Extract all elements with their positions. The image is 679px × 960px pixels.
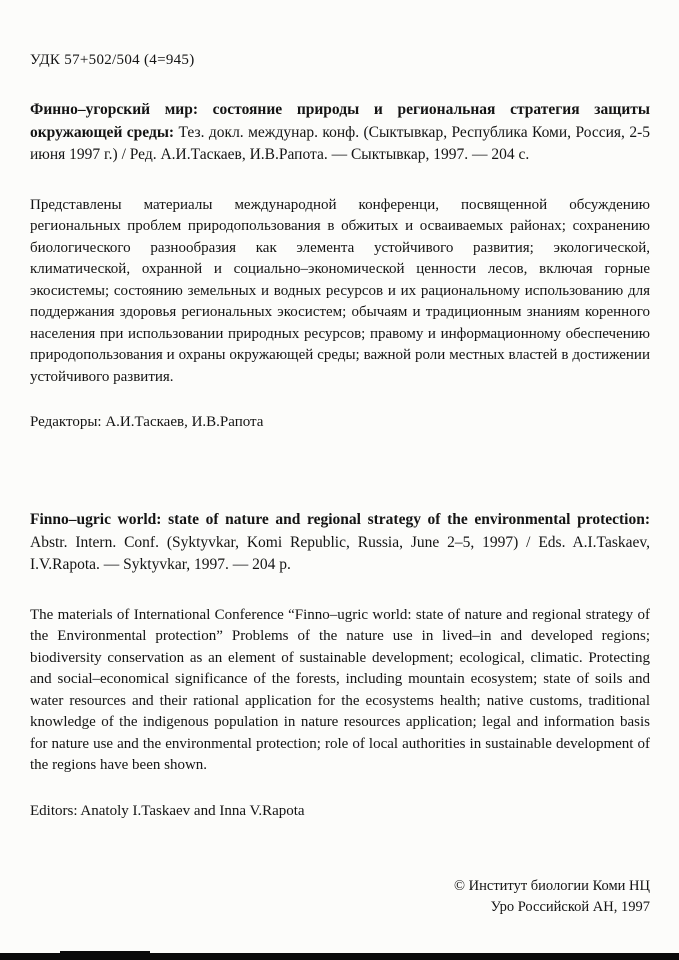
editors-line-russian: Редакторы: А.И.Таскаев, И.В.Рапота	[30, 414, 264, 430]
copyright-block	[454, 876, 650, 918]
abstract-russian: Представлены материалы международной конференци, посвященной обсуждению региональных проблем природопользования в обжитых и осваиваемых районах; сохранению биологического разнообразия как элемента устойчивого развития; экологической, климатической, охранной и социально–экономической ценности лесов, включая горные экосистемы; состоянию земельных и водных ресурсов и их рациональному использованию для поддержания здоровья региональных экосистем; обычаям и традиционным знаниям коренного населения при использовании природных ресурсов; правому и информационному обеспечению природопользования и охраны окружающей среды; важной роли местных властей в достижении устойчивого развития.	[30, 196, 650, 385]
copyright-line-2: Уро Российской АН, 1997	[490, 899, 650, 915]
imprint-english: Abstr. Intern. Conf. (Syktyvkar, Komi Republic, Russia, June 2–5, 1997) / Eds. A.I.Taskaev, I.V.Rapota. — Syktyvkar, 1997. — 204 p.	[30, 533, 650, 573]
section-divider-space	[30, 431, 650, 509]
abstract-english: The materials of International Conference “Finno–ugric world: state of nature and regional strategy of the Environmental protection” Problems of the nature use in lived–in and developed regions; biodiversity conservation as an element of sustainable development; ecological, climatic. Protecting and social–economical significance of the forests, including mountain ecosystem; state of soils and water resources and their rational application for the ecosystems health; native customs, traditional knowledge of the indigenous population in nature resources application; legal and information basis for nature use and the environmental protection; role of local authorities in sustainable development of the regions have been shown.	[30, 606, 650, 773]
title-english: Finno–ugric world: state of nature and regional strategy of the environmental protection:	[30, 511, 650, 528]
udk-classification-code: УДК 57+502/504 (4=945)	[30, 52, 195, 68]
bibliographic-entry-russian	[30, 99, 650, 167]
bibliographic-entry-english	[30, 509, 650, 577]
imprint-russian: Тез. докл. междунар. конф. (Сыктывкар, Республика Коми, Россия, 2-5 июня 1997 г.) / Ред. А.И.Таскаев, И.В.Рапота. — Сыктывкар, 1997. — 204 с.	[30, 123, 650, 163]
editors-line-english: Editors: Anatoly I.Taskaev and Inna V.Rapota	[30, 802, 305, 819]
copyright-line-1: © Институт биологии Коми НЦ	[454, 878, 650, 894]
title-russian: Финно–угорский мир: состояние природы и региональная стратегия защиты окружающей среды:	[30, 101, 650, 141]
scan-edge-notch-artifact	[60, 951, 150, 955]
